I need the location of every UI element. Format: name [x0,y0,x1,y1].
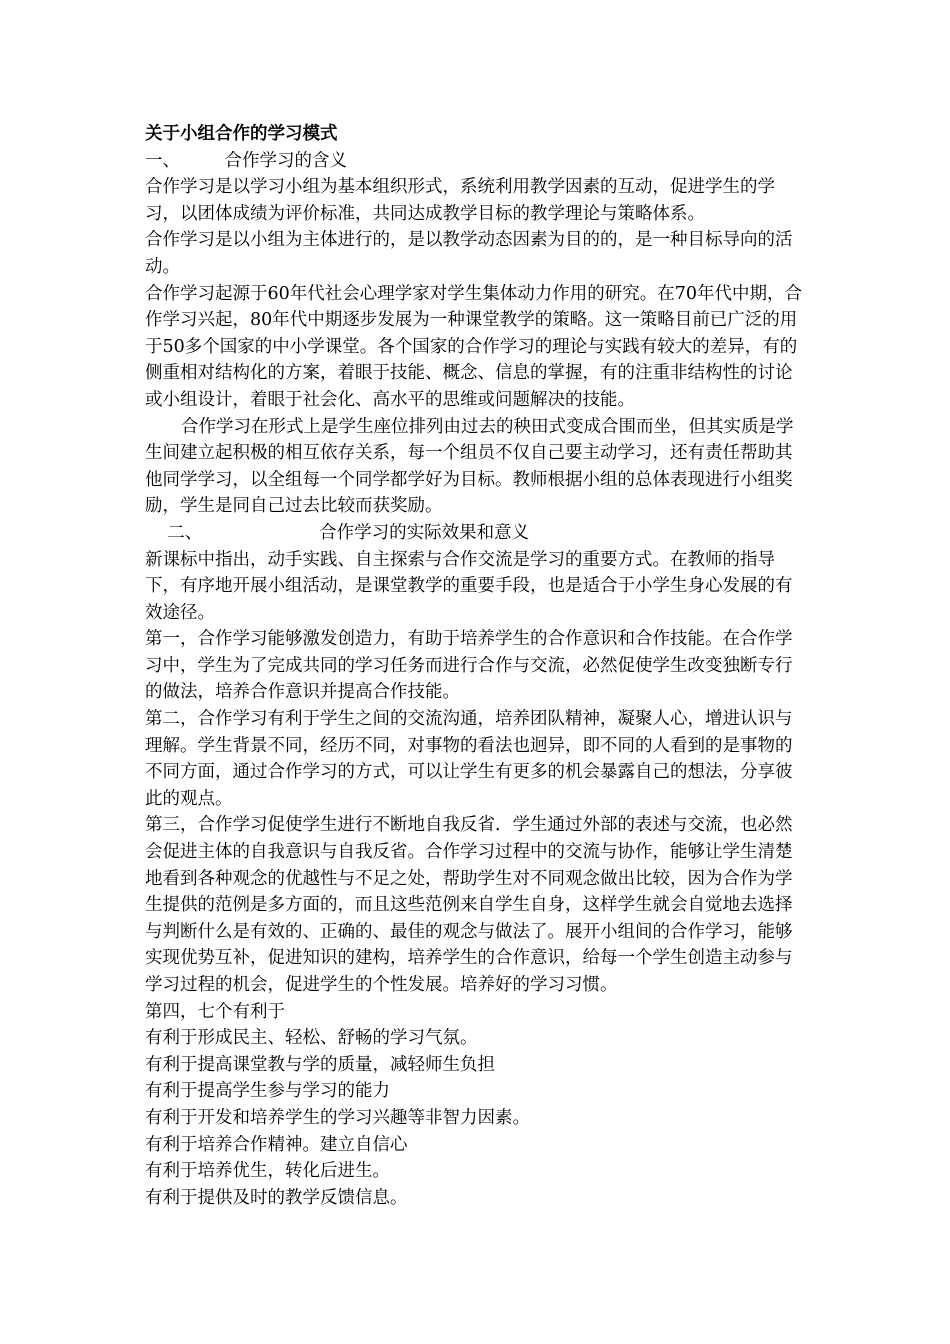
paragraph: 新课标中指出，动手实践、自主探索与合作交流是学习的重要方式。在教师的指导下，有序地开展小组活动，是课堂教学的重要手段，也是适合于小学生身心发展的有效途径。 [145,549,793,623]
list-item: 有利于培养合作精神。建立自信心 [145,1134,408,1155]
paragraph: 合作学习是以学习小组为基本组织形式，系统利用教学因素的互动，促进学生的学习，以团体成绩为评价标准，共同达成教学目标的教学理论与策略体系。 [145,177,775,224]
list-item: 有利于培养优生，转化后进生。 [145,1161,390,1182]
paragraph: 第四，七个有利于 [145,1001,285,1022]
list-item: 有利于开发和培养学生的学习兴趣等非智力因素。 [145,1107,530,1128]
list-item: 有利于提高课堂教与学的质量，减轻师生负担 [145,1054,495,1075]
document-title: 关于小组合作的学习模式 [145,124,338,144]
list-item: 有利于提供及时的教学反馈信息。 [145,1187,408,1208]
paragraph: 第二，合作学习有利于学生之间的交流沟通，培养团队精神，凝聚人心，增进认识与理解。学生背景不同，经历不同，对事物的看法也迥异，即不同的人看到的是事物的不同方面，通过合作学习的方式，可以让学生有更多的机会暴露自己的想法，分享彼此的观点。 [145,709,793,809]
paragraph: 第一，合作学习能够激发创造力，有助于培养学生的合作意识和合作技能。在合作学习中，学生为了完成共同的学习任务而进行合作与交流，必然促使学生改变独断专行的做法，培养合作意识并提高合作技能。 [145,629,793,703]
paragraph: 第三，合作学习促使学生进行不断地自我反省．学生通过外部的表述与交流，也必然会促进主体的自我意识与自我反省。合作学习过程中的交流与协作，能够让学生清楚地看到各种观念的优越性与不足之处，帮助学生对不同观念做出比较，因为合作为学生提供的范例是多方面的，而且这些范例来自学生自身，这样学生就会自觉地去选择与判断什么是有效的、正确的、最佳的观念与做法了。展开小组间的合作学习，能够实现优势互补，促进知识的建构，培养学生的合作意识，给每一个学生创造主动参与学习过程的机会，促进学生的个性发展。培养好的学习习惯。 [145,815,793,995]
section-heading-2: 二、 合作学习的实际效果和意义 [145,522,530,543]
list-item: 有利于提高学生参与学习的能力 [145,1081,390,1102]
paragraph: 合作学习在形式上是学生座位排列由过去的秧田式变成合围而坐，但其实质是学生间建立起积极的相互依存关系，每一个组员不仅自己要主动学习，还有责任帮助其他同学学习，以全组每一个同学都学好为目标。教师根据小组的总体表现进行小组奖励，学生是同自己过去比较而获奖励。 [145,416,794,517]
section-heading-1: 一、 合作学习的含义 [145,150,348,171]
list-item: 有利于形成民主、轻松、舒畅的学习气氛。 [145,1028,478,1049]
paragraph: 合作学习起源于60年代社会心理学家对学生集体动力作用的研究。在70年代中期，合作学习兴起，80年代中期逐步发展为一种课堂教学的策略。这一策略目前已广泛的用于50多个国家的中小学课堂。各个国家的合作学习的理论与实践有较大的差异，有的侧重相对结构化的方案，着眼于技能、概念、信息的掌握，有的注重非结构性的讨论或小组设计，着眼于社会化、高水平的思维或问题解决的技能。 [145,283,803,410]
paragraph: 合作学习是以小组为主体进行的，是以教学动态因素为目的的，是一种目标导向的活动。 [145,230,793,277]
document-body [145,121,805,1211]
